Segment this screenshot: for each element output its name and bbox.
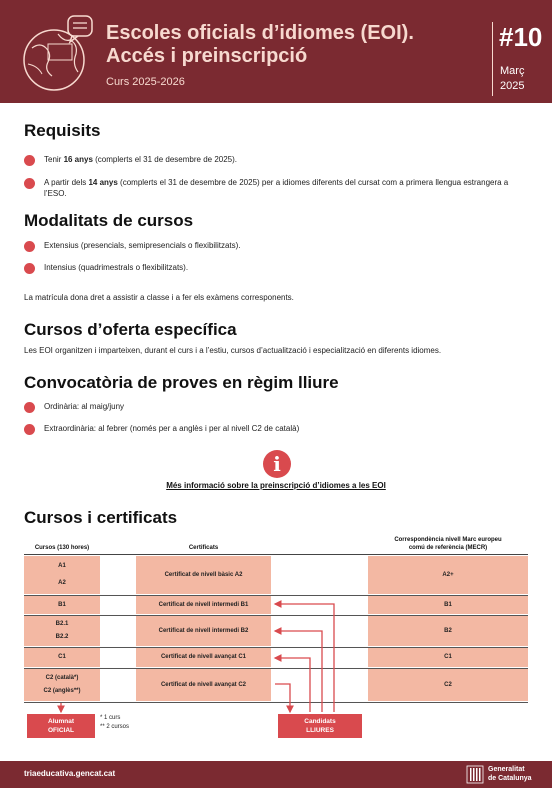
table-cell-certificat: Certificat de nivell intermedi B1 — [136, 596, 271, 614]
globe-speech-icon — [18, 14, 96, 94]
bullet-icon — [24, 424, 35, 435]
generalitat-name: Generalitat de Catalunya — [488, 766, 532, 782]
info-icon[interactable]: i — [263, 450, 291, 478]
header-divider — [492, 22, 493, 96]
table-cell-mecr: C1 — [368, 648, 528, 667]
table-cell-mecr: B2 — [368, 616, 528, 646]
row-divider — [24, 702, 528, 703]
arrow-to-b1 — [275, 604, 334, 712]
issue-month: Març — [500, 65, 525, 77]
footnotes: * 1 curs ** 2 cursos — [100, 715, 130, 730]
alumnat-oficial-label: Alumnat OFICIAL — [27, 714, 95, 738]
candidats-lliures-label: Candidats LLIURES — [278, 714, 362, 738]
cursos-heading: Cursos i certificats — [24, 508, 178, 527]
bullet-icon — [24, 241, 35, 252]
header — [0, 0, 552, 103]
table-cell-certificat: Certificat de nivell bàsic A2 — [136, 556, 271, 594]
arrow-to-c1 — [275, 658, 310, 712]
arrow-to-b2 — [275, 631, 322, 712]
table-cell-certificat: Certificat de nivell intermedi B2 — [136, 616, 271, 646]
more-info-link[interactable]: Més informació sobre la preinscripció d’idiomes a les EOI — [166, 481, 386, 490]
footer — [0, 761, 552, 788]
col-header-mecr: Correspondència nivell Marc europeu comú de referència (MECR) — [394, 537, 502, 551]
table-cell-mecr: A2+ — [368, 556, 528, 594]
oferta-heading: Cursos d’oferta específica — [24, 320, 237, 339]
matricula-note: La matrícula dona dret a assistir a classe i a fer els exàmens corresponents. — [24, 293, 294, 302]
convocatoria-heading: Convocatòria de proves en règim lliure — [24, 373, 339, 392]
course-year: Curs 2025-2026 — [106, 76, 185, 88]
bullet-icon — [24, 402, 35, 413]
modalitats-heading: Modalitats de cursos — [24, 211, 194, 230]
issue-year: 2025 — [500, 80, 525, 92]
page-title — [106, 22, 414, 68]
table-cell-cursos: C1 — [24, 648, 100, 667]
requisits-heading: Requisits — [24, 121, 101, 140]
table-cell-mecr: B1 — [368, 596, 528, 614]
table-cell-cursos: A1 A2 — [24, 556, 100, 594]
table-header-line — [24, 554, 528, 555]
table-cell-cursos: B1 — [24, 596, 100, 614]
title-line-1: Escoles oficials d’idiomes (EOI). — [106, 22, 414, 44]
issue-number: #10 — [499, 22, 543, 52]
table-cell-certificat: Certificat de nivell avançat C2 — [136, 669, 271, 701]
col-header-certificats: Certificats — [188, 545, 219, 551]
footer-url-link[interactable]: triaeducativa.gencat.cat — [24, 769, 116, 778]
col-header-cursos: Cursos (130 hores) — [34, 545, 90, 551]
oferta-text: Les EOI organitzen i imparteixen, durant el curs i a l’estiu, cursos d’actualització i especialització en diferents idiomes. — [24, 346, 442, 355]
table-cell-certificat: Certificat de nivell avançat C1 — [136, 648, 271, 667]
title-line-2: Accés i preinscripció — [106, 45, 308, 67]
generalitat-logo-icon — [467, 766, 483, 783]
table-cell-mecr: C2 — [368, 669, 528, 701]
arrow-to-c2 — [275, 684, 290, 712]
bullet-icon — [24, 178, 35, 189]
issue-date — [500, 64, 524, 94]
table-cell-cursos: C2 (català*) C2 (anglès**) — [24, 669, 100, 701]
table-cell-cursos: B2.1 B2.2 — [24, 616, 100, 646]
bullet-icon — [24, 155, 35, 166]
bullet-icon — [24, 263, 35, 274]
